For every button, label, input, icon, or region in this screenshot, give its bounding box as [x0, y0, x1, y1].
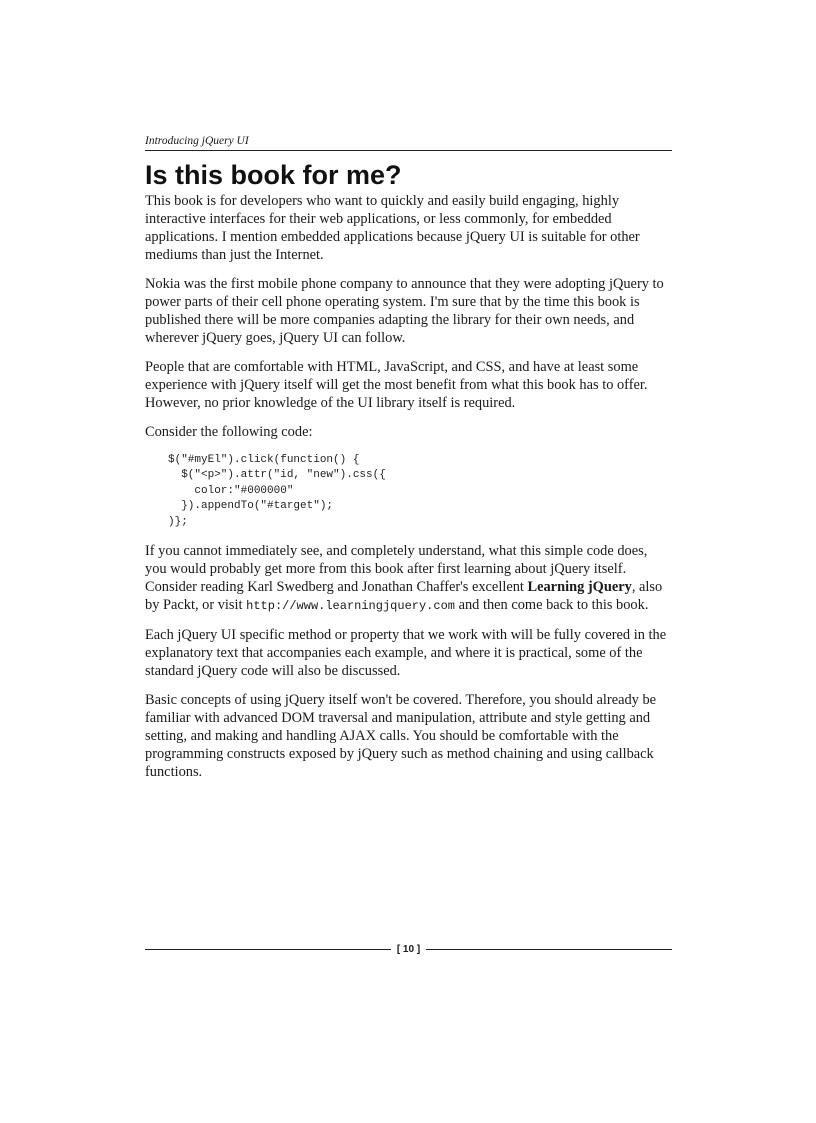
- paragraph-audience: This book is for developers who want to quickly and easily build engaging, highly interactive interfaces for their web applications, or less commonly, for embedded applications. I mention embedded applications because jQuery UI is suitable for other mediums than just the Internet.: [145, 193, 640, 264]
- paragraph-basic-concepts: Basic concepts of using jQuery itself won't be covered. Therefore, you should already be familiar with advanced DOM traversal and manipulation, attribute and style getting and setting, and making and handling AJAX calls. You should be comfortable with the programming constructs exposed by jQuery such as method chaining and using callback functions.: [145, 691, 657, 781]
- website-url: http://www.learningjquery.com: [246, 599, 455, 614]
- paragraph-nokia: Nokia was the first mobile phone company to announce that they were adopting jQuery to power parts of their cell phone operating system. I'm sure that by the time this book is published there will be more companies adapting the library for their own needs, and wherever jQuery goes, jQuery UI can follow.: [145, 275, 664, 347]
- section-title: Is this book for me?: [145, 160, 402, 190]
- code-sample: $("#myEl").click(function() { $("<p>").attr("id, "new").css({ color:"#000000" }).appendTo("#target"); )};: [168, 453, 386, 528]
- book-title: Learning jQuery: [527, 579, 632, 596]
- page-content: [145, 134, 672, 792]
- paragraph-coverage: Each jQuery UI specific method or property that we work with will be fully covered in the explanatory text that accompanies each example, and where it is practical, some of the standard jQuery code will also be discussed.: [145, 627, 667, 680]
- paragraph-consider-code: Consider the following code:: [145, 423, 313, 440]
- paragraph-learning-jquery: [145, 542, 672, 615]
- running-header: Introducing jQuery UI: [145, 134, 672, 151]
- footer-rule-left: [145, 949, 391, 950]
- paragraph-text-part: If you cannot immediately see, and completely understand, what this simple code does, you would probably get more from this book after first learning about jQuery itself. Consider reading Karl Swedberg and Jonathan Chaffer's excellent: [145, 543, 648, 596]
- paragraph-text-part: and then come back to this book.: [454, 597, 649, 614]
- page-number: [ 10 ]: [396, 944, 421, 955]
- page-footer: [145, 944, 672, 955]
- paragraph-text-part: , also by Packt, or visit: [145, 579, 663, 614]
- footer-rule-right: [426, 949, 672, 950]
- paragraph-prerequisites: People that are comfortable with HTML, JavaScript, and CSS, and have at least some experience with jQuery itself will get the most benefit from what this book has to offer. However, no prior knowledge of the UI library itself is required.: [145, 358, 648, 411]
